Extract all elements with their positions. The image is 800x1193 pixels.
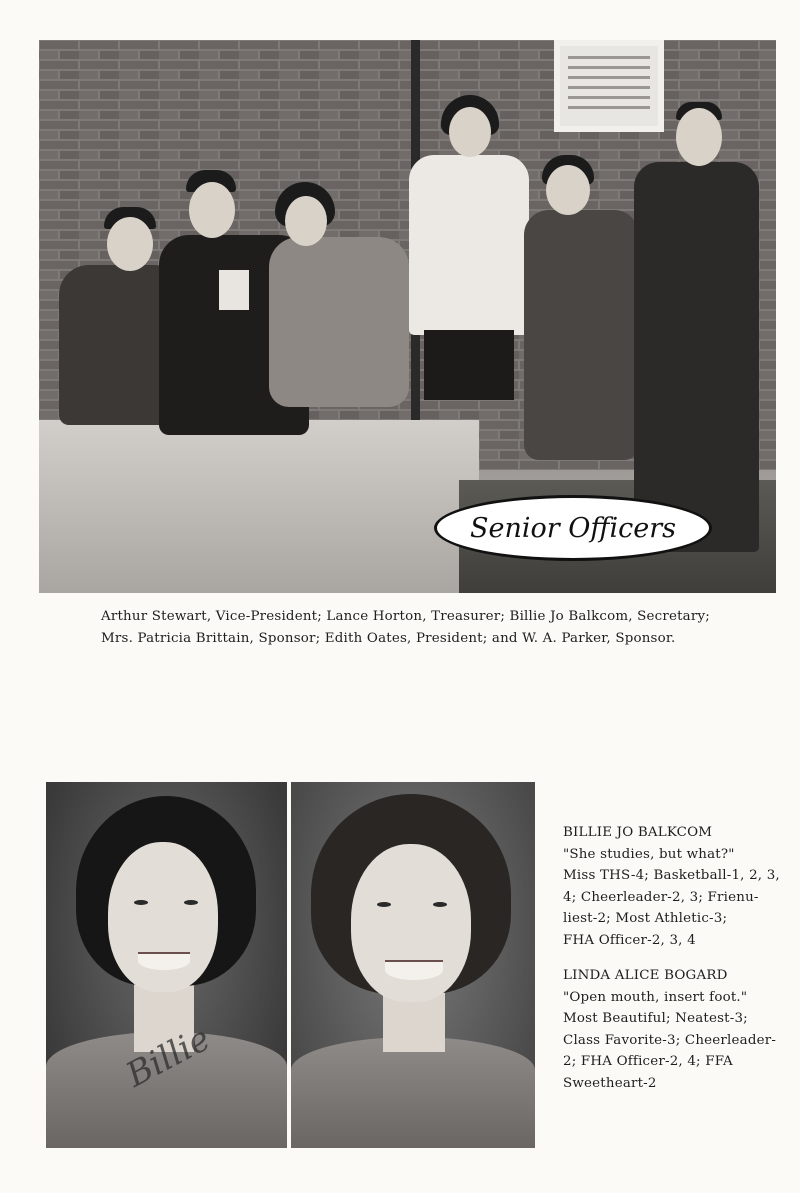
bio-linda-alice-bogard bbox=[563, 965, 788, 1094]
senior-officers-badge: Senior Officers bbox=[434, 495, 712, 561]
group-photo bbox=[39, 40, 776, 593]
window bbox=[554, 40, 664, 132]
bio-line: 4; Cheerleader-2, 3; Frienu- bbox=[563, 889, 759, 905]
bio-line: Miss THS-4; Basketball-1, 2, 3, bbox=[563, 868, 780, 883]
bio-quote: "She studies, but what?" bbox=[563, 846, 735, 862]
group-photo-caption bbox=[101, 606, 741, 650]
portrait-linda-alice-bogard bbox=[291, 782, 535, 1148]
bio-quote: "Open mouth, insert foot." bbox=[563, 989, 748, 1005]
bio-billie-jo-balkcom bbox=[563, 822, 788, 951]
bio-line: Most Beautiful; Neatest-3; bbox=[563, 1011, 748, 1026]
concrete-steps bbox=[39, 420, 479, 593]
bio-line: 2; FHA Officer-2, 4; FFA bbox=[563, 1054, 733, 1069]
bio-line: FHA Officer-2, 3, 4 bbox=[563, 932, 696, 948]
handwritten-signature: Billie bbox=[119, 1018, 217, 1096]
caption-line-2: Mrs. Patricia Brittain, Sponsor; Edith Oates, President; and W. A. Parker, Sponsor. bbox=[101, 631, 676, 646]
portrait-billie-jo-balkcom bbox=[46, 782, 287, 1148]
caption-line-1: Arthur Stewart, Vice-President; Lance Horton, Treasurer; Billie Jo Balkcom, Secretary; bbox=[101, 609, 710, 624]
bio-name: BILLIE JO BALKCOM bbox=[563, 825, 713, 840]
bio-line: Class Favorite-3; Cheerleader- bbox=[563, 1032, 777, 1048]
bio-line: liest-2; Most Athletic-3; bbox=[563, 911, 728, 926]
bio-line: Sweetheart-2 bbox=[563, 1075, 657, 1091]
bio-name: LINDA ALICE BOGARD bbox=[563, 968, 728, 983]
